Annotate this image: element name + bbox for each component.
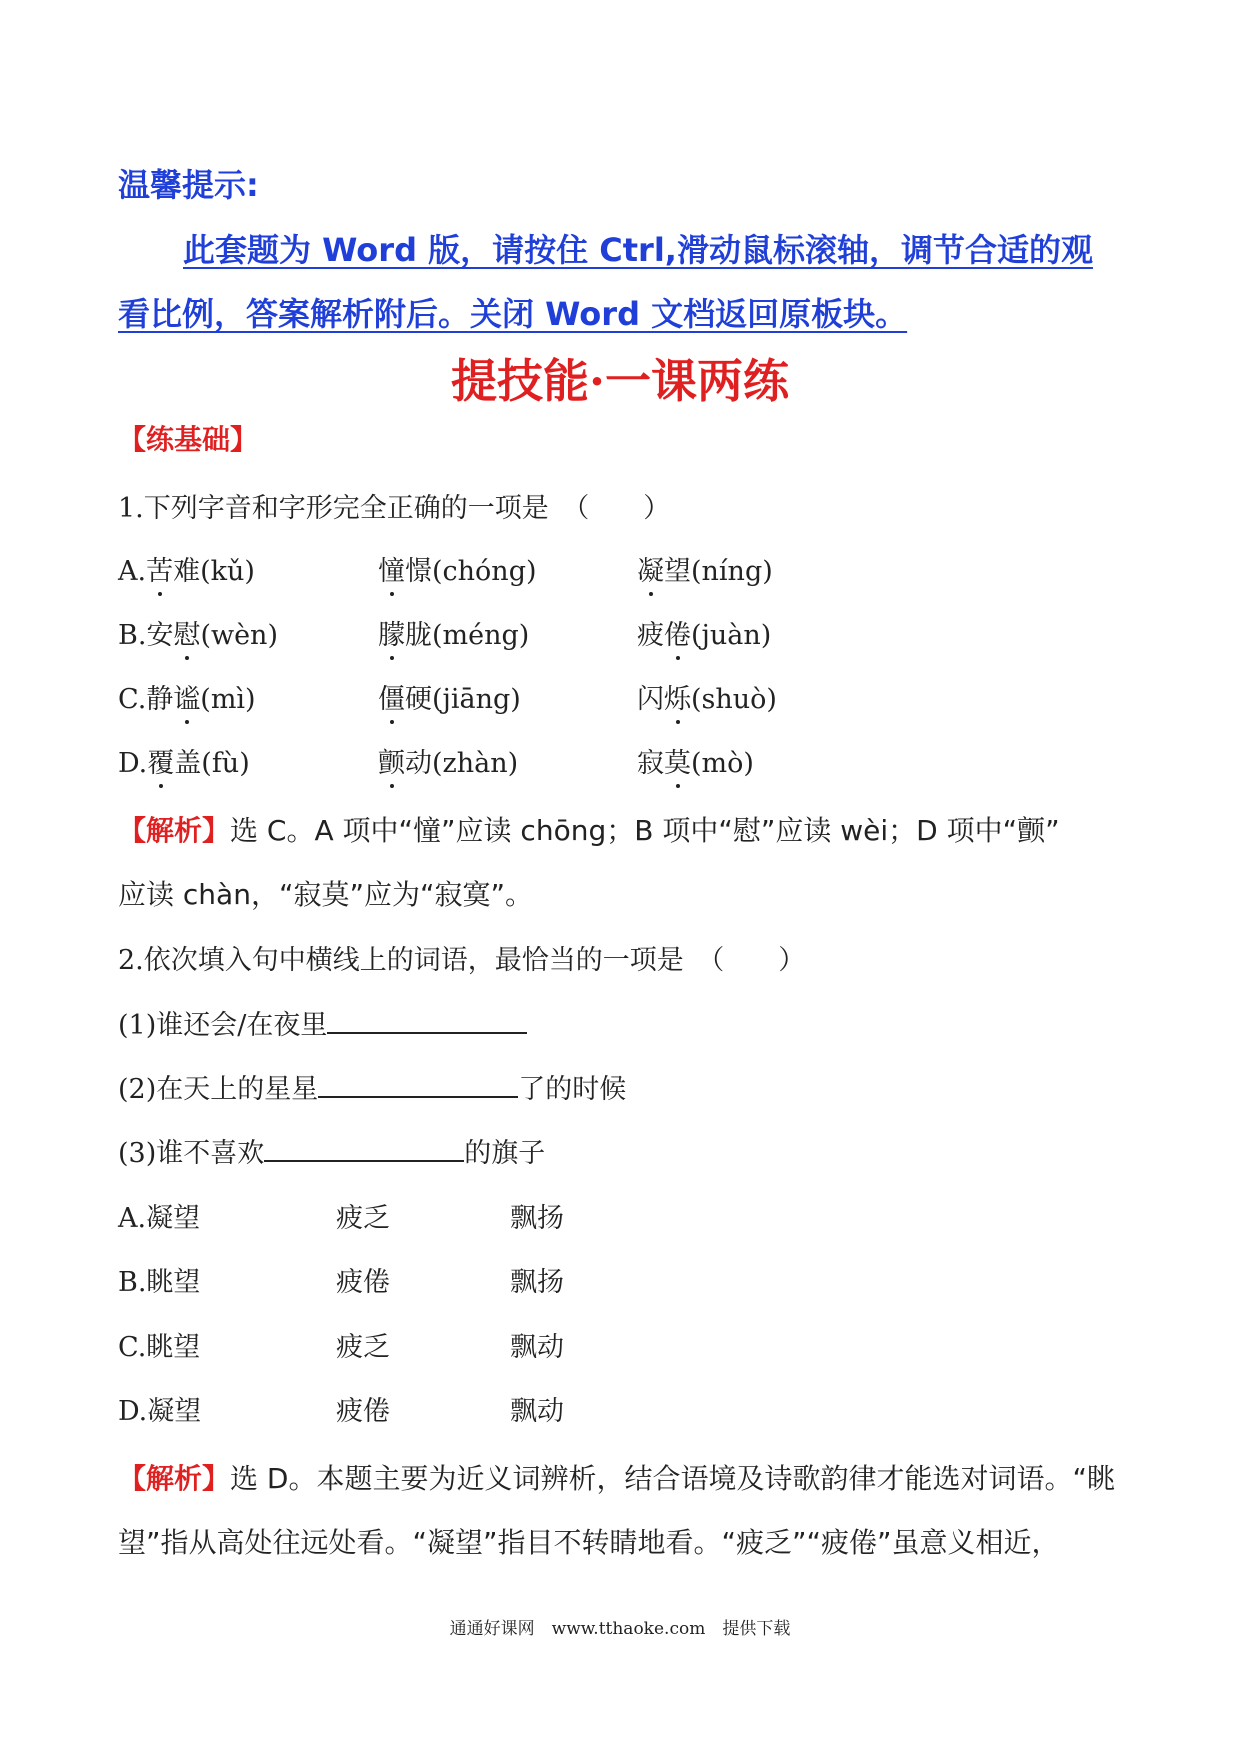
- item-text: (juàn): [691, 620, 772, 651]
- q2-line-3: [118, 1131, 545, 1170]
- option-label: C.: [118, 684, 147, 715]
- item-text: 静: [146, 684, 174, 715]
- q1-option-item: [118, 613, 278, 652]
- q2-option-word: 飘扬: [510, 1267, 564, 1298]
- option-label: D.: [118, 748, 148, 779]
- q1-analysis-line1: [118, 809, 1060, 849]
- notice-title: 温馨提示:: [118, 166, 259, 204]
- item-text: 寂: [637, 748, 664, 779]
- emphasis-dotted-char: 覆: [147, 741, 174, 780]
- q2-option-word: 疲倦: [336, 1396, 390, 1427]
- q2-option-word: 疲乏: [336, 1332, 390, 1363]
- item-text: (shuò): [691, 684, 777, 715]
- q2-option-word: 飘动: [510, 1332, 564, 1363]
- q2-analysis-text: 选 D。本题主要为近义词辨析，结合语境及诗歌韵律才能选对词语。“眺: [230, 1462, 1115, 1495]
- item-text: 动(zhàn): [405, 748, 519, 779]
- q2-option-word: C.眺望: [118, 1332, 201, 1363]
- q2-option-word: 飘动: [510, 1396, 564, 1427]
- q2-line-3-tail: 的旗子: [464, 1138, 546, 1169]
- q2-line-2-tail: 了的时候: [518, 1074, 627, 1105]
- emphasis-dotted-char: 倦: [664, 613, 691, 652]
- q1-option-item: [118, 549, 255, 588]
- item-text: 疲: [637, 620, 664, 651]
- fill-blank: [327, 1006, 527, 1034]
- item-text: 望(níng): [664, 556, 773, 587]
- page-footer: 通通好课网 www.tthaoke.com 提供下载: [449, 1619, 791, 1639]
- q2-analysis-line1: [118, 1457, 1115, 1497]
- q2-option-word: B.眺望: [118, 1267, 201, 1298]
- emphasis-dotted-char: 烁: [664, 677, 691, 716]
- emphasis-dotted-char: 憧: [378, 549, 405, 588]
- option-label: A.: [118, 556, 147, 587]
- item-text: (mì): [200, 684, 256, 715]
- analysis-tag: 【解析】: [118, 1462, 231, 1495]
- emphasis-dotted-char: 苦: [146, 549, 173, 588]
- q1-option-item: [637, 677, 777, 716]
- q1-option-item: [378, 741, 518, 780]
- q2-analysis-line2: 望”指从高处往远处看。“凝望”指目不转睛地看。“疲乏”“疲倦”虽意义相近，: [118, 1526, 1060, 1559]
- page-title: 提技能·一课两练: [450, 354, 789, 408]
- q2-option-word: 疲倦: [336, 1267, 390, 1298]
- fill-blank: [264, 1134, 464, 1162]
- q2-stem: 2.依次填入句中横线上的词语，最恰当的一项是 （ ）: [118, 945, 806, 976]
- item-text: 硬(jiāng): [405, 684, 521, 715]
- q1-option-item: [118, 741, 250, 780]
- q1-option-item: [637, 741, 754, 780]
- notice-line-2[interactable]: 看比例，答案解析附后。关闭 Word 文档返回原板块。: [118, 295, 908, 333]
- item-text: 难(kǔ): [173, 556, 255, 587]
- q1-option-item: [378, 549, 537, 588]
- emphasis-dotted-char: 颤: [378, 741, 405, 780]
- q1-stem: 1.下列字音和字形完全正确的一项是 （ ）: [118, 493, 671, 524]
- section-heading: 【练基础】: [118, 423, 259, 456]
- q1-analysis-line2: 应读 chàn，“寂莫”应为“寂寞”。: [118, 878, 533, 911]
- fill-blank: [318, 1070, 518, 1098]
- q2-line-2: [118, 1067, 626, 1106]
- q1-option-item: [637, 613, 771, 652]
- item-text: 憬(chóng): [405, 556, 537, 587]
- item-text: 闪: [637, 684, 664, 715]
- item-text: 盖(fù): [174, 748, 250, 779]
- q2-option-word: D.凝望: [118, 1396, 202, 1427]
- item-text: 安: [146, 620, 174, 651]
- q2-line-2-text: (2)在天上的星星: [118, 1074, 319, 1105]
- q1-option-item: [378, 677, 521, 716]
- q2-option-word: A.凝望: [118, 1203, 201, 1234]
- q2-option-word: 疲乏: [336, 1203, 390, 1234]
- q1-option-item: [118, 677, 256, 716]
- q2-line-1-text: (1)谁还会/在夜里: [118, 1010, 328, 1041]
- emphasis-dotted-char: 莫: [664, 741, 691, 780]
- q1-option-item: [637, 549, 773, 588]
- emphasis-dotted-char: 谧: [173, 677, 200, 716]
- q1-analysis-text: 选 C。A 项中“憧”应读 chōng；B 项中“慰”应读 wèi；D 项中“颤”: [230, 814, 1060, 847]
- emphasis-dotted-char: 慰: [173, 613, 200, 652]
- item-text: (wèn): [200, 620, 278, 651]
- q2-option-word: 飘扬: [510, 1203, 564, 1234]
- option-label: B.: [118, 620, 147, 651]
- q2-line-1: [118, 1003, 527, 1042]
- item-text: (mò): [691, 748, 754, 779]
- emphasis-dotted-char: 僵: [378, 677, 405, 716]
- analysis-tag: 【解析】: [118, 814, 231, 847]
- notice-line-1[interactable]: 此套题为 Word 版，请按住 Ctrl,滑动鼠标滚轴，调节合适的观: [183, 231, 1093, 269]
- emphasis-dotted-char: 朦: [378, 613, 405, 652]
- q1-option-item: [378, 613, 529, 652]
- q2-line-3-text: (3)谁不喜欢: [118, 1138, 265, 1169]
- item-text: 胧(méng): [405, 620, 530, 651]
- emphasis-dotted-char: 凝: [637, 549, 664, 588]
